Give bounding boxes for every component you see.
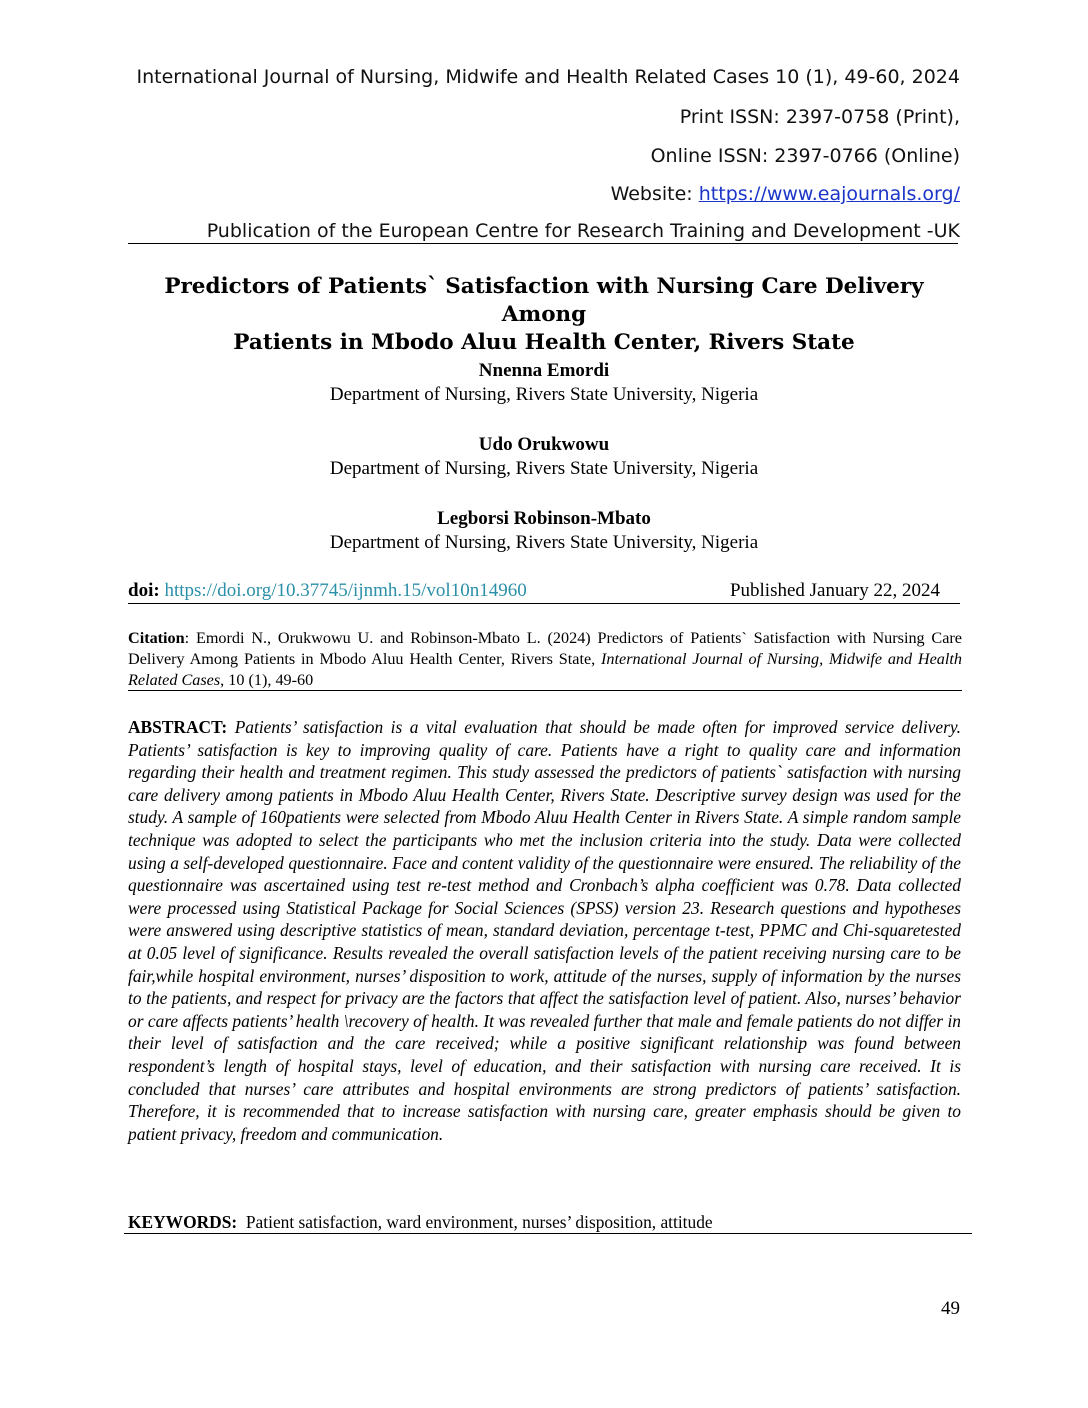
website-link[interactable]: https://www.eajournals.org/ (698, 183, 960, 205)
citation-text: : Emordi N., Orukwowu U. and Robinson-Mbato L. (2024) Predictors of Patients` Satisfaction with Nursing Care Delivery Among Patients in Mbodo Aluu Health Center, Rivers State, (128, 629, 962, 668)
abstract-text: Patients’ satisfaction is a vital evaluation that should be made often for improved service delivery. Patients’ satisfaction is key to improving quality of care. Patients have a right to quality care and information regarding their health and treatment regimen. This study assessed the predictors of patients` satisfaction with nursing care delivery among patients in Mbodo Aluu Health Center, Rivers State. Descriptive survey design was used for the study. A sample of 160patients were selected from Mbodo Aluu Health Center in Rivers State. A simple random sample technique was adopted to select the participants who met the inclusion criteria into the study. Data were collected using a self-developed questionnaire. Face and content validity of the questionnaire were ensured. The reliability of the questionnaire was ascertained using test re-test method and Cronbach’s alpha coefficient was 0.78. Data collected were processed using Statistical Package for Social Sciences (SPSS) version 23. Research questions and hypotheses were answered using descriptive statistics of mean, standard deviation, percentage t-test, PPMC and Chi-squaretested at 0.05 level of significance. Results revealed the overall satisfaction levels of the patient receiving nursing care to be fair,while hospital environment, nurses’ disposition to work, attitude of the nurses, supply of information by the nurses to the patients, and respect for privacy are the factors that affect the satisfaction level of patient. Also, nurses’ behavior or care affects patients’ health \recovery of health. It was revealed further that male and female patients do not differ in their level of satisfaction and the care received; while a positive significant relationship was found between respondent’s length of hospital stays, level of education, and their satisfaction with nursing care received. It is concluded that nurses’ care attributes and hospital environments are strong predictors of patients’ satisfaction. Therefore, it is recommended that to increase satisfaction with nursing care, greater emphasis should be given to patient privacy, freedom and communication. (128, 717, 961, 1144)
doi-link[interactable]: https://doi.org/10.37745/ijnmh.15/vol10n14960 (164, 580, 527, 601)
page-number: 49 (941, 1298, 960, 1319)
title-line-2: Patients in Mbodo Aluu Health Center, Rivers State (233, 330, 855, 355)
published-date: Published January 22, 2024 (729, 580, 940, 601)
author-block (128, 359, 960, 407)
abstract (128, 716, 961, 1145)
keywords-label: KEYWORDS: (128, 1212, 238, 1232)
author-affiliation: Department of Nursing, Rivers State University, Nigeria (329, 532, 759, 553)
citation-journal: International Journal of Nursing, Midwife and Health Related Cases (128, 650, 962, 689)
print-issn: Print ISSN: 2397-0758 (Print), (679, 106, 960, 128)
doi-row (128, 580, 960, 604)
author-block (128, 507, 960, 555)
citation-volume: , 10 (1), 49-60 (220, 671, 314, 689)
citation (128, 628, 962, 691)
author-name: Legborsi Robinson-Mbato (437, 508, 651, 529)
citation-divider (128, 690, 962, 691)
title-line-1: Predictors of Patients` Satisfaction with Nursing Care Delivery Among (164, 274, 924, 327)
keywords (128, 1211, 962, 1233)
online-issn: Online ISSN: 2397-0766 (Online) (650, 145, 960, 167)
website-label: Website: (610, 183, 699, 205)
website-line (611, 183, 960, 205)
doi-divider (128, 603, 960, 604)
doi-label: doi (128, 580, 154, 601)
abstract-label: ABSTRACT: (128, 717, 228, 737)
keywords-text: Patient satisfaction, ward environment, nurses’ disposition, attitude (245, 1212, 713, 1232)
author-name: Udo Orukwowu (478, 434, 610, 455)
author-block (128, 433, 960, 481)
paper-title (128, 273, 960, 357)
author-name: Nnenna Emordi (478, 360, 610, 381)
author-affiliation: Department of Nursing, Rivers State University, Nigeria (329, 384, 759, 405)
journal-line: International Journal of Nursing, Midwife and Health Related Cases 10 (1), 49-60, 2024 (136, 66, 960, 88)
author-affiliation: Department of Nursing, Rivers State University, Nigeria (329, 458, 759, 479)
publisher-line: Publication of the European Centre for Research Training and Development -UK (206, 220, 960, 242)
keywords-divider (124, 1233, 972, 1234)
header-divider (128, 243, 958, 244)
doi-colon: : (153, 580, 165, 601)
citation-label: Citation (128, 629, 185, 647)
